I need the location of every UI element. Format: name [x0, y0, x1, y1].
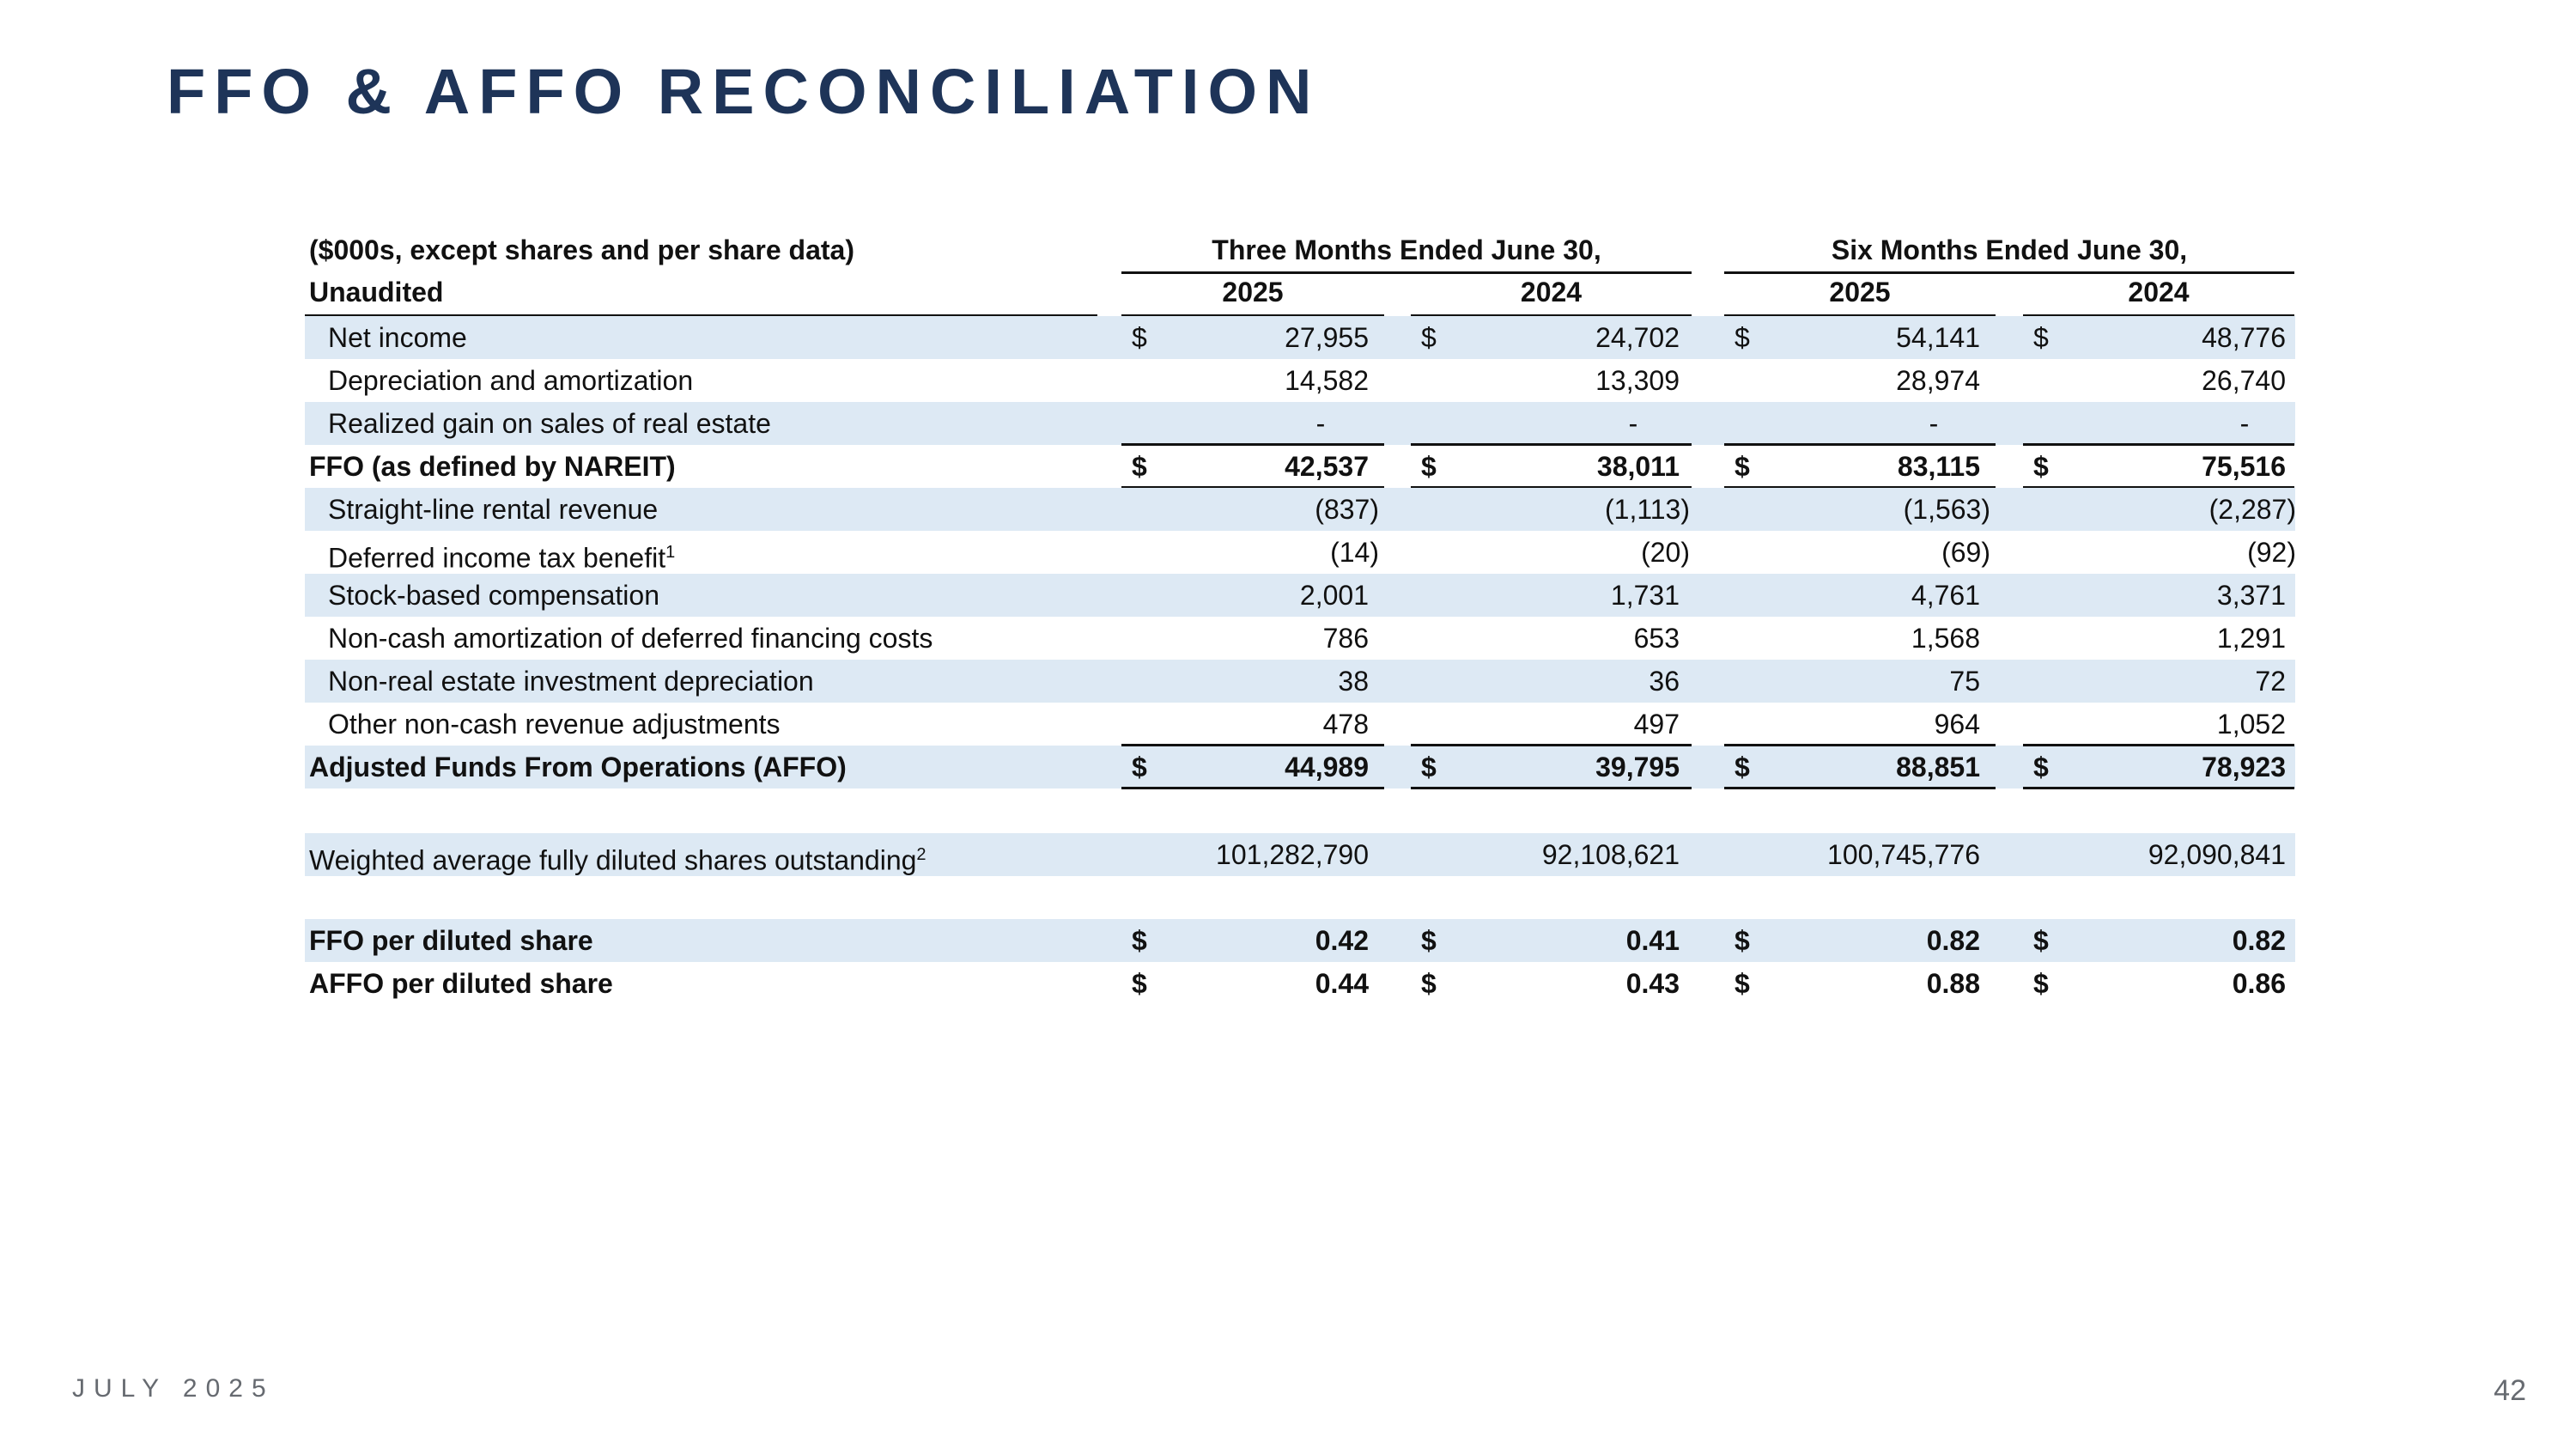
currency-symbol: $: [1421, 451, 1437, 482]
value-cell: 42,537: [1285, 451, 1369, 482]
value-cell: (92): [2247, 537, 2296, 568]
value-cell: 0.82: [1926, 925, 1980, 956]
value-cell: 0.42: [1315, 925, 1369, 956]
value-cell: 964: [1934, 709, 1980, 740]
value-cell: 101,282,790: [1216, 839, 1369, 870]
value-cell: -: [1929, 408, 1939, 439]
value-cell: 1,291: [2216, 623, 2286, 654]
currency-symbol: $: [1735, 968, 1750, 999]
currency-symbol: $: [1735, 451, 1750, 482]
currency-symbol: $: [1421, 752, 1437, 782]
row-label-text: FFO per diluted share: [309, 925, 593, 956]
currency-symbol: $: [1132, 925, 1147, 956]
value-cell: 497: [1633, 709, 1680, 740]
currency-symbol: $: [1421, 322, 1437, 353]
currency-symbol: $: [1735, 322, 1750, 353]
year-header: 2025: [1829, 277, 1891, 307]
value-cell: 39,795: [1595, 752, 1680, 782]
row-label-text: AFFO per diluted share: [309, 968, 613, 999]
value-cell: 44,989: [1285, 752, 1369, 782]
row-label-text: Weighted average fully diluted shares outstanding: [309, 844, 917, 876]
row-label: [328, 488, 658, 531]
row-label: [328, 359, 693, 402]
value-cell: 3,371: [2216, 580, 2286, 611]
row-band: [305, 919, 2295, 962]
row-label-text: Net income: [328, 322, 467, 353]
header-rule: [1121, 271, 1692, 274]
footer-date: JULY 2025: [72, 1374, 275, 1403]
value-cell: 36: [1649, 666, 1680, 697]
row-label-text: Depreciation and amortization: [328, 365, 694, 396]
currency-symbol: $: [1132, 322, 1147, 353]
value-cell: (1,563): [1903, 494, 1990, 525]
total-rule: [1121, 443, 1384, 446]
total-rule: [1724, 744, 1996, 746]
year-header: 2024: [1520, 277, 1583, 307]
value-cell: 653: [1633, 623, 1680, 654]
total-rule: [2023, 787, 2294, 789]
value-cell: (14): [1330, 537, 1379, 568]
row-label: [328, 402, 771, 445]
currency-symbol: $: [2033, 451, 2049, 482]
total-rule: [1121, 787, 1384, 789]
value-cell: (69): [1941, 537, 1990, 568]
value-cell: 100,745,776: [1827, 839, 1980, 870]
value-cell: 1,052: [2216, 709, 2286, 740]
row-label: [328, 617, 933, 660]
value-cell: 38,011: [1596, 451, 1680, 482]
row-label-text: Non-real estate investment depreciation: [328, 666, 814, 697]
value-cell: 38: [1338, 666, 1369, 697]
value-cell: 13,309: [1595, 365, 1680, 396]
units-label: ($000s, except shares and per share data): [309, 234, 854, 265]
value-cell: 0.41: [1625, 925, 1680, 956]
year-header: 2025: [1222, 277, 1284, 307]
total-rule: [1411, 443, 1692, 446]
value-cell: 0.43: [1625, 968, 1680, 999]
value-cell: 78,923: [2202, 752, 2286, 782]
row-label: [328, 316, 467, 359]
currency-symbol: $: [1735, 752, 1750, 782]
value-cell: 92,090,841: [2148, 839, 2286, 870]
value-cell: (837): [1315, 494, 1379, 525]
currency-symbol: $: [1132, 968, 1147, 999]
currency-symbol: $: [1421, 968, 1437, 999]
value-cell: 88,851: [1896, 752, 1980, 782]
value-cell: 54,141: [1896, 322, 1980, 353]
page-number: 42: [2494, 1374, 2526, 1407]
row-label: [309, 919, 593, 962]
value-cell: 0.44: [1315, 968, 1369, 999]
row-label: [309, 962, 613, 1005]
total-rule: [1121, 744, 1384, 746]
unaudited-label: Unaudited: [309, 277, 444, 307]
value-cell: 1,731: [1610, 580, 1680, 611]
value-cell: 786: [1322, 623, 1369, 654]
row-label-text: Realized gain on sales of real estate: [328, 408, 771, 439]
row-label-text: Non-cash amortization of deferred financing costs: [328, 623, 933, 654]
row-label-text: Other non-cash revenue adjustments: [328, 709, 781, 740]
value-cell: 0.88: [1926, 968, 1980, 999]
value-cell: 0.82: [2232, 925, 2286, 956]
row-label: [309, 445, 676, 488]
value-cell: 28,974: [1896, 365, 1980, 396]
row-label-text: FFO (as defined by NAREIT): [309, 451, 676, 482]
total-rule: [1411, 744, 1692, 746]
value-cell: 14,582: [1285, 365, 1369, 396]
value-cell: 2,001: [1299, 580, 1369, 611]
row-label-text: Stock-based compensation: [328, 580, 659, 611]
currency-symbol: $: [1421, 925, 1437, 956]
row-label-text: Straight-line rental revenue: [328, 494, 659, 525]
value-cell: (1,113): [1604, 494, 1690, 525]
row-label: [309, 833, 927, 876]
value-cell: 26,740: [2202, 365, 2286, 396]
value-cell: 72: [2255, 666, 2286, 697]
value-cell: 24,702: [1595, 322, 1680, 353]
row-label: [328, 574, 659, 617]
year-header: 2024: [2128, 277, 2190, 307]
row-label: [328, 660, 814, 703]
slide-title: FFO & AFFO RECONCILIATION: [167, 56, 1321, 127]
currency-symbol: $: [2033, 322, 2049, 353]
group-six-months: Six Months Ended June 30,: [1831, 234, 2188, 265]
value-cell: (20): [1641, 537, 1690, 568]
value-cell: (2,287): [2208, 494, 2296, 525]
total-rule: [1724, 443, 1996, 446]
total-rule: [1724, 787, 1996, 789]
currency-symbol: $: [1735, 925, 1750, 956]
row-label-text: Adjusted Funds From Operations (AFFO): [309, 752, 847, 782]
value-cell: 0.86: [2232, 968, 2286, 999]
value-cell: 83,115: [1897, 451, 1980, 482]
value-cell: 27,955: [1285, 322, 1369, 353]
currency-symbol: $: [1132, 451, 1147, 482]
total-rule: [2023, 443, 2294, 446]
footnote-marker: 1: [665, 543, 676, 562]
value-cell: 75: [1949, 666, 1980, 697]
value-cell: 4,761: [1911, 580, 1980, 611]
value-cell: 92,108,621: [1541, 839, 1680, 870]
currency-symbol: $: [1132, 752, 1147, 782]
header-rule: [1724, 271, 2294, 274]
value-cell: -: [1628, 408, 1638, 439]
row-label: [328, 531, 675, 574]
value-cell: 1,568: [1911, 623, 1980, 654]
total-rule: [1411, 787, 1692, 789]
value-cell: -: [1315, 408, 1326, 439]
currency-symbol: $: [2033, 968, 2049, 999]
value-cell: -: [2239, 408, 2250, 439]
footnote-marker: 2: [916, 845, 927, 864]
row-label-text: Deferred income tax benefit: [328, 542, 666, 574]
currency-symbol: $: [2033, 925, 2049, 956]
currency-symbol: $: [2033, 752, 2049, 782]
total-rule: [2023, 744, 2294, 746]
group-three-months: Three Months Ended June 30,: [1212, 234, 1601, 265]
value-cell: 48,776: [2202, 322, 2286, 353]
row-label: [309, 746, 847, 788]
value-cell: 478: [1322, 709, 1369, 740]
row-label: [328, 703, 781, 746]
value-cell: 75,516: [2202, 451, 2286, 482]
